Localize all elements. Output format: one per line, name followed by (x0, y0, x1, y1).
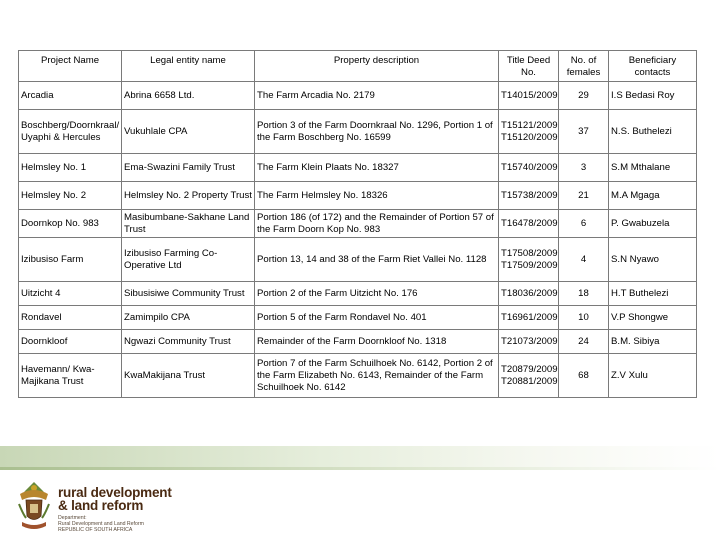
project-name-cell: Uitzicht 4 (19, 282, 122, 306)
coat-of-arms-logo (14, 478, 54, 536)
table-body (19, 82, 697, 398)
property-description-cell: Portion 5 of the Farm Rondavel No. 401 (255, 306, 499, 330)
beneficiary-contact-cell: B.M. Sibiya (609, 330, 697, 354)
table-row (19, 154, 697, 182)
project-name-cell: Boschberg/Doornkraal/ Uyaphi & Hercules (19, 110, 122, 154)
title-deed-cell: T20879/2009 T20881/2009 (499, 354, 559, 398)
property-description-cell: Portion 2 of the Farm Uitzicht No. 176 (255, 282, 499, 306)
legal-entity-cell: Sibusisiwe Community Trust (122, 282, 255, 306)
beneficiary-contact-cell: S.N Nyawo (609, 238, 697, 282)
females-count-cell: 18 (559, 282, 609, 306)
header-females: No. of females (559, 51, 609, 82)
females-count-cell: 24 (559, 330, 609, 354)
project-name-cell: Helmsley No. 1 (19, 154, 122, 182)
project-name-cell: Rondavel (19, 306, 122, 330)
table-row (19, 238, 697, 282)
brand-name (58, 486, 172, 512)
header-contacts: Beneficiary contacts (609, 51, 697, 82)
legal-entity-cell: Ema-Swazini Family Trust (122, 154, 255, 182)
females-count-cell: 37 (559, 110, 609, 154)
legal-entity-cell: Zamimpilo CPA (122, 306, 255, 330)
title-deed-cell: T15740/2009 (499, 154, 559, 182)
table-row (19, 210, 697, 238)
department-name: Rural Development and Land Reform (58, 521, 144, 527)
title-deed-cell: T18036/2009 (499, 282, 559, 306)
brand-block (58, 486, 172, 533)
table-row (19, 282, 697, 306)
beneficiary-contact-cell: N.S. Buthelezi (609, 110, 697, 154)
project-name-cell: Arcadia (19, 82, 122, 110)
beneficiary-contact-cell: M.A Mgaga (609, 182, 697, 210)
legal-entity-cell: Ngwazi Community Trust (122, 330, 255, 354)
beneficiary-contact-cell: V.P Shongwe (609, 306, 697, 330)
beneficiary-contact-cell: S.M Mthalane (609, 154, 697, 182)
beneficiary-table (18, 50, 697, 398)
project-name-cell: Doornkloof (19, 330, 122, 354)
table-header-row (19, 51, 697, 82)
property-description-cell: Portion 13, 14 and 38 of the Farm Riet Vallei No. 1128 (255, 238, 499, 282)
title-deed-cell: T16961/2009 (499, 306, 559, 330)
property-description-cell: The Farm Helmsley No. 18326 (255, 182, 499, 210)
legal-entity-cell: Abrina 6658 Ltd. (122, 82, 255, 110)
property-description-cell: Remainder of the Farm Doornkloof No. 1318 (255, 330, 499, 354)
department-text (58, 515, 172, 533)
property-description-cell: Portion 7 of the Farm Schuilhoek No. 6142, Portion 2 of the Farm Elizabeth No. 6143, Remainder of the Farm Schuilhoek No. 6142 (255, 354, 499, 398)
header-title-deed: Title Deed No. (499, 51, 559, 82)
project-name-cell: Havemann/ Kwa-Majikana Trust (19, 354, 122, 398)
beneficiary-contact-cell: Z.V Xulu (609, 354, 697, 398)
table-row (19, 110, 697, 154)
title-deed-cell: T14015/2009 (499, 82, 559, 110)
project-name-cell: Doornkop No. 983 (19, 210, 122, 238)
table-row (19, 330, 697, 354)
title-deed-cell: T17508/2009 T17509/2009 (499, 238, 559, 282)
brand-line-1: rural development (58, 485, 172, 500)
department-label: Department: (58, 515, 87, 521)
title-deed-cell: T16478/2009 (499, 210, 559, 238)
title-deed-cell: T15121/2009 T15120/2009 (499, 110, 559, 154)
property-description-cell: Portion 186 (of 172) and the Remainder of Portion 57 of the Farm Doorn Kop No. 983 (255, 210, 499, 238)
legal-entity-cell: KwaMakijana Trust (122, 354, 255, 398)
project-name-cell: Izibusiso Farm (19, 238, 122, 282)
table-row (19, 306, 697, 330)
table-row (19, 182, 697, 210)
beneficiary-contact-cell: P. Gwabuzela (609, 210, 697, 238)
table-row (19, 82, 697, 110)
title-deed-cell: T21073/2009 (499, 330, 559, 354)
legal-entity-cell: Helmsley No. 2 Property Trust (122, 182, 255, 210)
country-name: REPUBLIC OF SOUTH AFRICA (58, 527, 133, 533)
legal-entity-cell: Masibumbane-Sakhane Land Trust (122, 210, 255, 238)
project-name-cell: Helmsley No. 2 (19, 182, 122, 210)
property-description-cell: The Farm Arcadia No. 2179 (255, 82, 499, 110)
header-legal-entity: Legal entity name (122, 51, 255, 82)
beneficiary-contact-cell: H.T Buthelezi (609, 282, 697, 306)
females-count-cell: 29 (559, 82, 609, 110)
beneficiary-contact-cell: I.S Bedasi Roy (609, 82, 697, 110)
females-count-cell: 3 (559, 154, 609, 182)
legal-entity-cell: Vukuhlale CPA (122, 110, 255, 154)
footer-band (0, 446, 720, 470)
table-row (19, 354, 697, 398)
females-count-cell: 6 (559, 210, 609, 238)
females-count-cell: 21 (559, 182, 609, 210)
females-count-cell: 10 (559, 306, 609, 330)
header-property-description: Property description (255, 51, 499, 82)
property-description-cell: Portion 3 of the Farm Doornkraal No. 1296, Portion 1 of the Farm Boschberg No. 16599 (255, 110, 499, 154)
females-count-cell: 68 (559, 354, 609, 398)
header-project-name: Project Name (19, 51, 122, 82)
property-description-cell: The Farm Klein Plaats No. 18327 (255, 154, 499, 182)
title-deed-cell: T15738/2009 (499, 182, 559, 210)
females-count-cell: 4 (559, 238, 609, 282)
brand-line-2: & land reform (58, 498, 144, 513)
legal-entity-cell: Izibusiso Farming Co-Operative Ltd (122, 238, 255, 282)
